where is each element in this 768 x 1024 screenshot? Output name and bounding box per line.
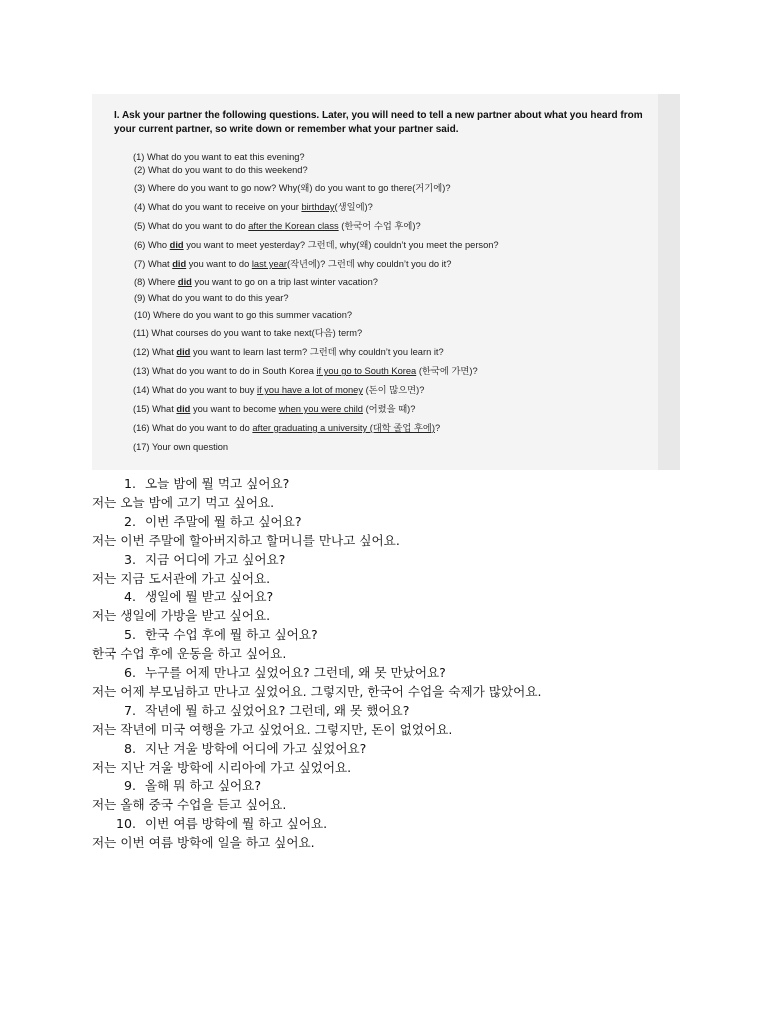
question-number: 8. bbox=[123, 740, 136, 756]
question-emphasis: did bbox=[169, 240, 184, 250]
worksheet-image bbox=[92, 94, 658, 470]
question-item bbox=[133, 384, 424, 397]
question-item bbox=[134, 201, 373, 214]
question-emphasis: did bbox=[176, 347, 191, 357]
question-emphasis: if you have a lot of money bbox=[257, 385, 363, 395]
question-emphasis: after the Korean class bbox=[248, 221, 339, 231]
question-number: 1. bbox=[123, 476, 136, 491]
question-item bbox=[134, 164, 308, 177]
question-item bbox=[133, 403, 415, 416]
question-text: (한국에 가면)? bbox=[416, 366, 478, 376]
question-text: you want to do bbox=[186, 259, 252, 269]
question-text: you want to become bbox=[190, 404, 279, 414]
korean-answer: 저는 이번 여름 방학에 일을 하고 싶어요. bbox=[92, 835, 315, 851]
question-item bbox=[133, 346, 444, 359]
answer-question-line bbox=[114, 663, 446, 682]
answer-question-line bbox=[114, 625, 318, 644]
question-item bbox=[134, 292, 289, 305]
question-text: (9) What do you want to do this year? bbox=[134, 293, 289, 303]
korean-question: 생일에 뭘 받고 싶어요? bbox=[145, 589, 274, 605]
question-emphasis: if you go to South Korea bbox=[316, 366, 417, 376]
korean-answer: 저는 생일에 가방을 받고 싶어요. bbox=[92, 608, 271, 624]
answer-question-line bbox=[114, 739, 366, 758]
question-item bbox=[133, 422, 440, 435]
question-number: 4. bbox=[123, 589, 136, 605]
question-text: ? bbox=[434, 423, 441, 433]
question-item bbox=[134, 182, 451, 195]
answer-question-line bbox=[114, 776, 261, 795]
question-text: (16) What do you want to do bbox=[133, 423, 253, 433]
korean-question: 한국 수업 후에 뭘 하고 싶어요? bbox=[145, 627, 318, 643]
question-text: (17) Your own question bbox=[133, 442, 229, 452]
question-item bbox=[133, 365, 478, 378]
question-text: (5) What do you want to do bbox=[134, 221, 249, 231]
question-text: (돈이 많으면)? bbox=[362, 385, 425, 395]
question-emphasis: did bbox=[176, 404, 191, 414]
question-text: (2) What do you want to do this weekend? bbox=[134, 165, 308, 175]
korean-question: 작년에 뭘 하고 싶었어요? 그런데, 왜 못 했어요? bbox=[145, 702, 410, 718]
korean-question: 지금 어디에 가고 싶어요? bbox=[145, 551, 286, 567]
question-text: (어렸을 때)? bbox=[362, 404, 416, 414]
question-item bbox=[134, 258, 451, 271]
question-text: (11) What courses do you want to take next(다음) term? bbox=[133, 328, 363, 338]
question-item bbox=[134, 239, 499, 252]
question-emphasis: did bbox=[177, 277, 192, 287]
question-text: (12) What bbox=[133, 347, 177, 357]
question-number: 3. bbox=[123, 551, 136, 567]
korean-answer: 저는 오늘 밤에 고기 먹고 싶어요. bbox=[92, 494, 275, 510]
worksheet-scrollbar bbox=[658, 94, 680, 470]
question-text: (4) What do you want to receive on your bbox=[134, 202, 302, 212]
korean-answer: 저는 지난 겨울 방학에 시리아에 가고 싶었어요. bbox=[92, 759, 352, 775]
korean-answer: 한국 수업 후에 운동을 하고 싶어요. bbox=[92, 646, 287, 662]
question-text: (13) What do you want to do in South Korea bbox=[133, 366, 317, 376]
korean-question: 누구를 어제 만나고 싶었어요? 그런데, 왜 못 만났어요? bbox=[145, 665, 446, 680]
question-text: (6) Who bbox=[134, 240, 170, 250]
question-item bbox=[133, 151, 305, 164]
question-number: 10. bbox=[115, 816, 136, 832]
question-text: (3) Where do you want to go now? Why(왜) do you want to go there(거기에)? bbox=[134, 183, 451, 193]
question-item bbox=[134, 309, 352, 322]
korean-answer: 저는 지금 도서관에 가고 싶어요. bbox=[92, 570, 271, 586]
question-item bbox=[134, 220, 421, 233]
question-number: 7. bbox=[123, 702, 136, 718]
korean-question: 이번 여름 방학에 뭘 하고 싶어요. bbox=[145, 816, 328, 832]
worksheet-title: I. Ask your partner the following questions. Later, you will need to tell a new partner about what you heard from your current partner, so write down or remember what your partner said. bbox=[114, 110, 643, 135]
answer-question-line bbox=[114, 550, 285, 569]
question-text: (작년에)? 그런데 why couldn’t you do it? bbox=[286, 259, 452, 269]
question-emphasis: did bbox=[172, 259, 187, 269]
question-item bbox=[133, 441, 228, 454]
question-text: you want to meet yesterday? 그런데, why(왜) couldn’t you meet the person? bbox=[183, 240, 499, 250]
answer-question-line bbox=[114, 587, 273, 606]
question-text: (생일에)? bbox=[334, 202, 373, 212]
question-text: (8) Where bbox=[134, 277, 178, 287]
question-number: 2. bbox=[123, 513, 136, 529]
question-text: you want to go on a trip last winter vacation? bbox=[191, 277, 378, 287]
question-text: (7) What bbox=[134, 259, 173, 269]
answer-question-line bbox=[114, 474, 289, 493]
answer-question-line bbox=[114, 701, 409, 720]
question-item bbox=[134, 276, 378, 289]
question-number: 5. bbox=[123, 627, 136, 643]
question-emphasis: when you were child bbox=[278, 404, 363, 414]
question-number: 6. bbox=[123, 665, 136, 680]
korean-question: 오늘 밤에 뭘 먹고 싶어요? bbox=[145, 476, 290, 491]
question-emphasis: last year bbox=[251, 259, 287, 269]
question-text: (14) What do you want to buy bbox=[133, 385, 258, 395]
question-emphasis: birthday bbox=[301, 202, 335, 212]
question-text: (1) What do you want to eat this evening? bbox=[133, 152, 305, 162]
question-text: you want to learn last term? 그런데 why couldn’t you learn it? bbox=[190, 347, 444, 357]
question-item bbox=[133, 327, 362, 340]
korean-question: 이번 주말에 뭘 하고 싶어요? bbox=[145, 513, 302, 529]
korean-answer: 저는 올해 중국 수업을 듣고 싶어요. bbox=[92, 797, 287, 813]
korean-answer: 저는 이번 주말에 할아버지하고 할머니를 만나고 싶어요. bbox=[92, 532, 400, 548]
korean-answer: 저는 어제 부모님하고 만나고 싶었어요. 그렇지만, 한국어 수업을 숙제가 많았어요. bbox=[92, 683, 542, 699]
korean-question: 지난 겨울 방학에 어디에 가고 싶었어요? bbox=[145, 740, 367, 756]
korean-answer: 저는 작년에 미국 여행을 가고 싶었어요. 그렇지만, 돈이 없었어요. bbox=[92, 721, 453, 737]
answer-question-line bbox=[114, 814, 327, 833]
answer-question-line bbox=[114, 512, 302, 531]
question-text: (한국어 수업 후에)? bbox=[338, 221, 421, 231]
question-text: (10) Where do you want to go this summer vacation? bbox=[134, 310, 353, 320]
korean-question: 올해 뭐 하고 싶어요? bbox=[145, 778, 262, 794]
question-number: 9. bbox=[123, 778, 136, 794]
question-emphasis: after graduating a university (대학 졸업 후에) bbox=[252, 423, 435, 433]
question-text: (15) What bbox=[133, 404, 177, 414]
